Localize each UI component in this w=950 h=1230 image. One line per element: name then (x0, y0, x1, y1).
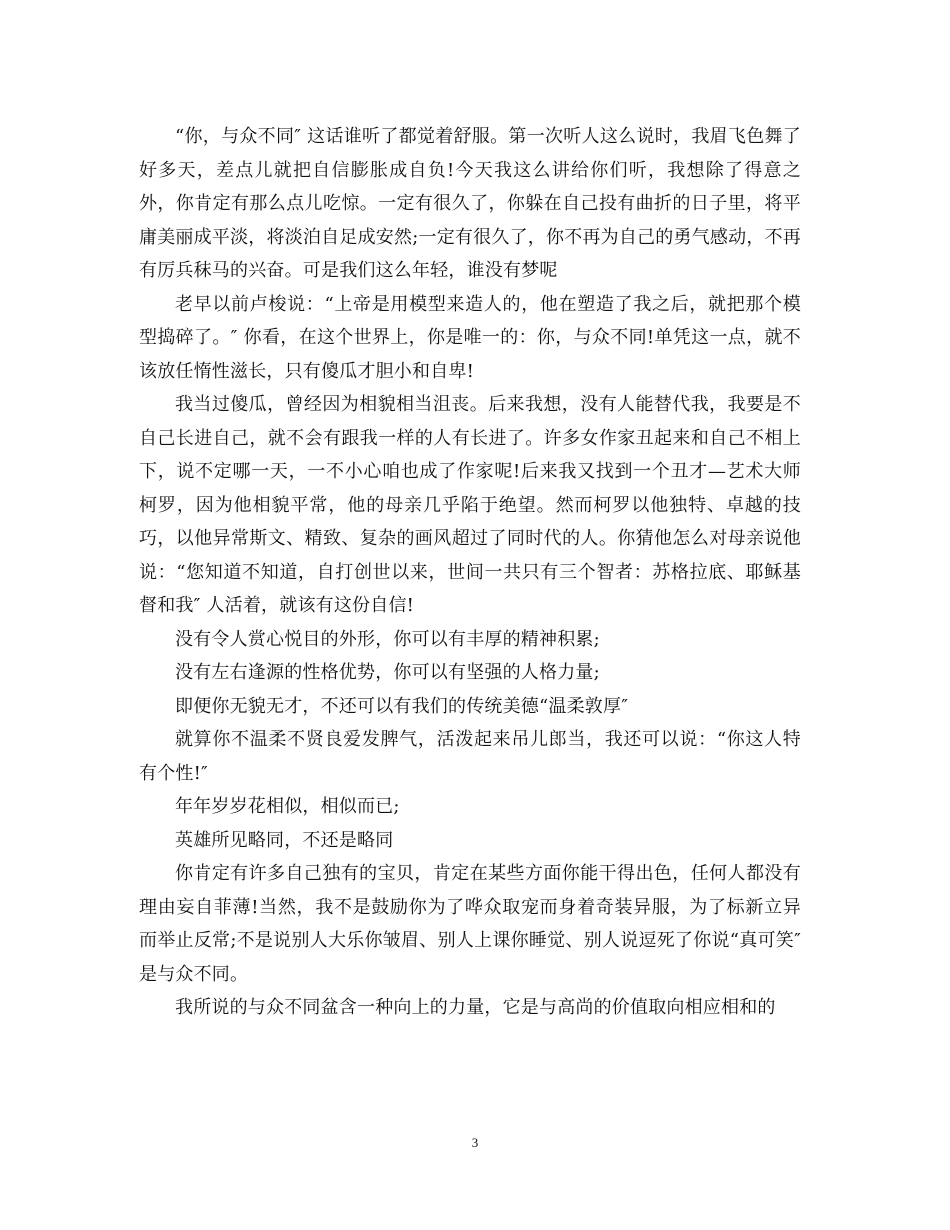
paragraph-10: 你肯定有许多自己独有的宝贝，肯定在某些方面你能干得出色，任何人都没有理由妄自菲薄!当然，我不是鼓励你为了哗众取宠而身着奇装异服，为了标新立异而举止反常;不是说别人大乐你皱眉、别人上课你睡觉、别人说逗死了你说“真可笑″ 是与众不同。 (139, 863, 801, 985)
paragraph-6: 即便你无貌无才，不还可以有我们的传统美德“温柔敦厚″ (175, 695, 629, 717)
page-number: 3 (471, 1135, 479, 1150)
paragraph-11: 我所说的与众不同盆含一种向上的力量，它是与高尚的价值取向相应相和的 (175, 997, 776, 1018)
paragraph-1: “你，与众不同″ 这话谁听了都觉着舒服。第一次听人这么说时，我眉飞色舞了好多天，差点儿就把自信膨胀成自负!今天我这么讲给你们听，我想除了得意之外，你肯定有那么点儿吃惊。一定有很久了，你躲在自己投有曲折的日子里，将平庸美丽成平淡，将淡泊自足成安然;一定有很久了，你不再为自己的勇气感动，不再有厉兵秣马的兴奋。可是我们这么年轻，谁没有梦呢 (139, 126, 801, 281)
paragraph-8: 年年岁岁花相似，相似而已; (175, 796, 400, 817)
paragraph-3: 我当过傻瓜，曾经因为相貌相当沮丧。后来我想，没有人能替代我，我要是不自己长进自己，就不会有跟我一样的人有长进了。许多女作家丑起来和自己不相上下，说不定哪一天，一不小心咱也成了作家呢!后来我又找到一个丑才—艺术大师柯罗，因为他相貌平常，他的母亲几乎陷于绝望。然而柯罗以他独特、卓越的技巧，以他异常斯文、精致、复杂的画风超过了同时代的人。你猜他怎么对母亲说他说：“您知道不知道，自打创世以来，世间一共只有三个智者：苏格拉底、耶稣基督和我″ 人活着，就该有这份自信! (139, 394, 801, 616)
body-text (139, 120, 801, 1025)
paragraph-5: 没有左右逢源的性格优势，你可以有坚强的人格力量; (175, 662, 600, 683)
paragraph-7: 就算你不温柔不贤良爱发脾气，活泼起来吊儿郎当，我还可以说：“你这人特有个性!″ (139, 729, 801, 784)
paragraph-2: 老早以前卢梭说：“上帝是用模型来造人的，他在塑造了我之后，就把那个模型捣碎了。″ 你看，在这个世界上，你是唯一的：你，与众不同!单凭这一点，就不该放任惰性滋长，只有傻瓜才胆小和自卑! (139, 293, 801, 382)
paragraph-9: 英雄所见略同，不还是略同 (175, 829, 394, 851)
paragraph-4: 没有令人赏心悦目的外形，你可以有丰厚的精神积累; (175, 628, 600, 650)
